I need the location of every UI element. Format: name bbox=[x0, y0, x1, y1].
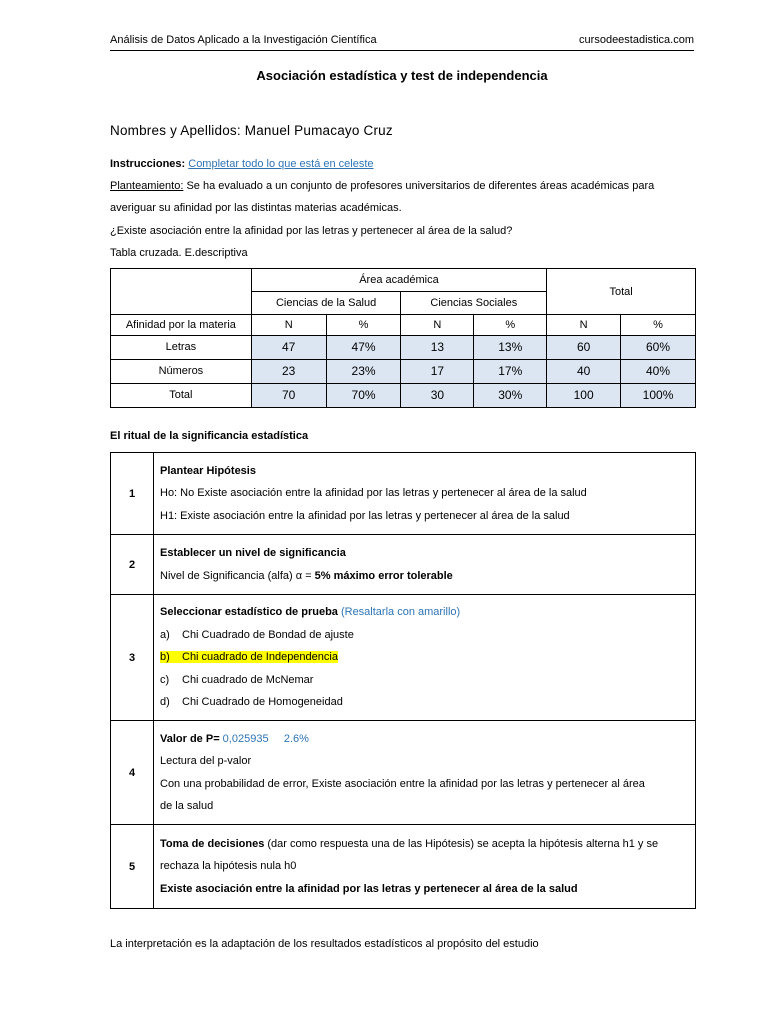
step-number: 3 bbox=[111, 595, 154, 721]
value-cell[interactable]: 23% bbox=[326, 359, 401, 383]
planteamiento-label: Planteamiento: bbox=[110, 180, 184, 192]
alternative-hypothesis: H1: Existe asociación entre la afinidad por las letras y pertenecer al área de la salud bbox=[160, 509, 570, 522]
step-title: Seleccionar estadístico de prueba bbox=[160, 606, 338, 619]
step-row bbox=[111, 535, 696, 595]
step-number: 2 bbox=[111, 535, 154, 595]
p-value-reading: Lectura del p-valor bbox=[160, 755, 252, 767]
step-number: 5 bbox=[111, 825, 154, 909]
table-row bbox=[111, 359, 696, 383]
instructions-line bbox=[110, 158, 374, 170]
value-cell[interactable]: 30 bbox=[401, 383, 474, 407]
row-header: Afinidad por la materia bbox=[111, 315, 252, 336]
value-cell[interactable]: 13 bbox=[401, 335, 474, 359]
row-label: Total bbox=[111, 383, 252, 407]
sub-header: % bbox=[326, 315, 401, 336]
step-row bbox=[111, 721, 696, 825]
value-cell[interactable]: 40% bbox=[621, 359, 696, 383]
value-cell[interactable]: 30% bbox=[474, 383, 547, 407]
value-cell[interactable]: 70 bbox=[251, 383, 326, 407]
ritual-title: El ritual de la significancia estadística bbox=[110, 430, 309, 442]
option-highlight bbox=[160, 651, 338, 663]
value-cell[interactable]: 100 bbox=[547, 383, 621, 407]
value-cell[interactable]: 23 bbox=[251, 359, 326, 383]
step-title: Valor de P= bbox=[160, 732, 220, 745]
cross-corner-cell bbox=[111, 269, 252, 315]
test-option-b[interactable] bbox=[160, 646, 689, 669]
value-cell[interactable]: 60% bbox=[621, 335, 696, 359]
decision-text-1: (dar como respuesta una de las Hipótesis) se acepta la hipótesis alterna h1 y se bbox=[264, 837, 659, 850]
header-website[interactable]: cursodeestadistica.com bbox=[579, 34, 694, 46]
step-title: Establecer un nivel de significancia bbox=[160, 547, 346, 559]
header-course-title: Análisis de Datos Aplicado a la Investigación Científica bbox=[110, 34, 377, 46]
option-letter: c) bbox=[160, 673, 170, 686]
sub-header: N bbox=[401, 315, 474, 336]
step-title: Plantear Hipótesis bbox=[160, 464, 256, 477]
table-row bbox=[111, 335, 696, 359]
instructions-link[interactable]: Completar todo lo que está en celeste bbox=[188, 158, 374, 170]
table-row bbox=[111, 383, 696, 407]
total-header: Total bbox=[547, 269, 696, 315]
step-note: (Resaltarla con amarillo) bbox=[337, 606, 461, 619]
option-text: Chi Cuadrado de Homogeneidad bbox=[182, 696, 343, 709]
p-value[interactable]: 0,025935 2.6% bbox=[219, 732, 309, 745]
value-cell[interactable]: 40 bbox=[547, 359, 621, 383]
instructions-label: Instrucciones: bbox=[110, 158, 186, 170]
step-number: 4 bbox=[111, 721, 154, 825]
area-header: Área académica bbox=[251, 269, 546, 292]
decision-text-2: rechaza la hipótesis nula h0 bbox=[160, 860, 297, 873]
document-title: Asociación estadística y test de independencia bbox=[256, 68, 548, 83]
cross-table bbox=[110, 268, 696, 408]
row-label: Letras bbox=[111, 335, 252, 359]
research-question: ¿Existe asociación entre la afinidad por las letras y pertenecer al área de la salud? bbox=[110, 225, 513, 237]
p-value-interpretation-2: de la salud bbox=[160, 800, 214, 812]
sub-header: % bbox=[621, 315, 696, 336]
sub-header: % bbox=[474, 315, 547, 336]
step-title-line bbox=[160, 601, 689, 624]
value-cell[interactable]: 70% bbox=[326, 383, 401, 407]
step-row bbox=[111, 825, 696, 909]
step-row bbox=[111, 595, 696, 721]
option-letter: a) bbox=[160, 628, 170, 641]
step-content bbox=[154, 595, 696, 721]
value-cell[interactable]: 60 bbox=[547, 335, 621, 359]
value-cell[interactable]: 13% bbox=[474, 335, 547, 359]
step-content bbox=[154, 535, 696, 595]
p-value-line bbox=[160, 728, 689, 751]
option-text: Chi cuadrado de McNemar bbox=[182, 673, 314, 686]
ritual-table bbox=[110, 452, 696, 909]
step-title: Toma de decisiones bbox=[160, 837, 265, 850]
student-name: Nombres y Apellidos: Manuel Pumacayo Cruz bbox=[110, 123, 393, 138]
test-option-c[interactable] bbox=[160, 669, 689, 692]
significance-level bbox=[160, 565, 689, 588]
value-cell[interactable]: 17 bbox=[401, 359, 474, 383]
sub-header: N bbox=[547, 315, 621, 336]
option-text: Chi Cuadrado de Bondad de ajuste bbox=[182, 628, 354, 641]
value-cell[interactable]: 100% bbox=[621, 383, 696, 407]
planteamiento-line-1 bbox=[110, 180, 654, 192]
ciencias-salud-header: Ciencias de la Salud bbox=[251, 292, 401, 315]
value-cell[interactable]: 47 bbox=[251, 335, 326, 359]
option-letter: b) bbox=[160, 651, 170, 664]
row-label: Números bbox=[111, 359, 252, 383]
option-letter: d) bbox=[160, 696, 170, 709]
option-text: Chi cuadrado de Independencia bbox=[182, 651, 338, 664]
sub-header: N bbox=[251, 315, 326, 336]
ciencias-sociales-header: Ciencias Sociales bbox=[401, 292, 547, 315]
test-option-d[interactable] bbox=[160, 691, 689, 714]
significance-value: 5% máximo error tolerable bbox=[314, 569, 453, 582]
planteamiento-line-2: averiguar su afinidad por las distintas materias académicas. bbox=[110, 202, 402, 214]
decision-line-1 bbox=[160, 833, 689, 856]
value-cell[interactable]: 17% bbox=[474, 359, 547, 383]
decision-conclusion: Existe asociación entre la afinidad por las letras y pertenecer al área de la salud bbox=[160, 882, 578, 895]
value-cell[interactable]: 47% bbox=[326, 335, 401, 359]
table-caption: Tabla cruzada. E.descriptiva bbox=[110, 247, 248, 259]
planteamiento-text-1: Se ha evaluado a un conjunto de profesores universitarios de diferentes áreas académicas para bbox=[183, 180, 655, 192]
step-number: 1 bbox=[111, 453, 154, 535]
significance-text: Nivel de Significancia (alfa) α = bbox=[160, 569, 315, 582]
p-value-interpretation-1: Con una probabilidad de error, Existe asociación entre la afinidad por las letras y pertenecer al área bbox=[160, 777, 645, 790]
page-header bbox=[110, 34, 694, 51]
footer-note: La interpretación es la adaptación de los resultados estadísticos al propósito del estudio bbox=[110, 938, 539, 950]
test-option-a[interactable] bbox=[160, 624, 689, 647]
step-content bbox=[154, 453, 696, 535]
step-content bbox=[154, 825, 696, 909]
step-content bbox=[154, 721, 696, 825]
null-hypothesis: Ho: No Existe asociación entre la afinidad por las letras y pertenecer al área de la salud bbox=[160, 487, 587, 500]
step-row bbox=[111, 453, 696, 535]
